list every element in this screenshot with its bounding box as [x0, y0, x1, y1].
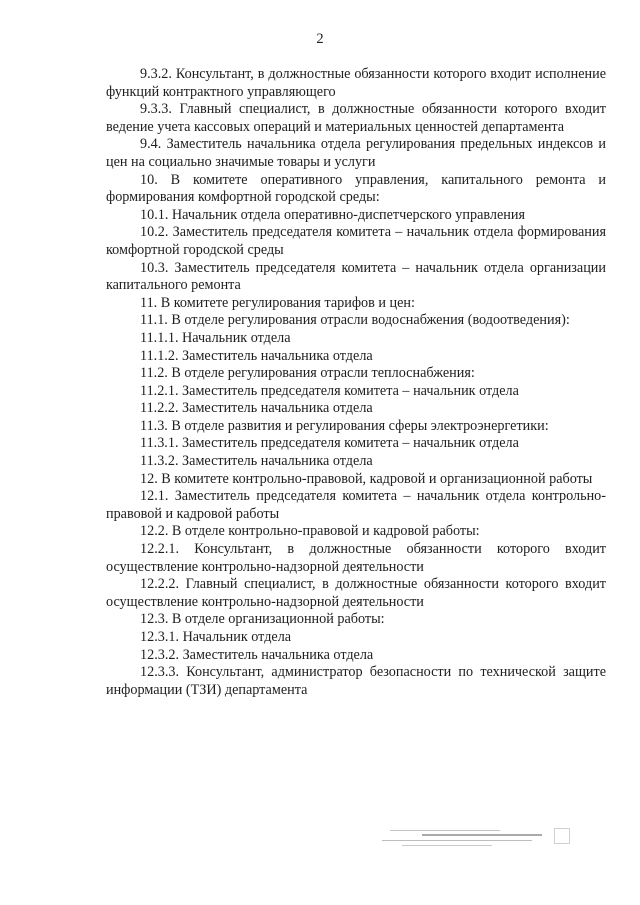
paragraph: 12.2.1. Консультант, в должностные обязанности которого входит осуществление контрольно-надзорной деятельности — [106, 541, 606, 575]
page-number: 2 — [316, 31, 324, 47]
paragraph: 12.3. В отделе организационной работы: — [140, 611, 385, 628]
paragraph: 9.3.2. Консультант, в должностные обязанности которого входит исполнение функций контрактного управляющего — [106, 66, 606, 100]
paragraph: 11.2.2. Заместитель начальника отдела — [140, 400, 373, 417]
paragraph: 11.1.2. Заместитель начальника отдела — [140, 347, 373, 364]
paragraph: 11.1.1. Начальник отдела — [140, 329, 291, 346]
document-body — [106, 66, 606, 699]
paragraph: 11.3.2. Заместитель начальника отдела — [140, 453, 373, 470]
paragraph: 11.2.1. Заместитель председателя комитета – начальник отдела — [140, 382, 519, 399]
faint-stamp-mark — [382, 824, 582, 858]
paragraph: 9.3.3. Главный специалист, в должностные обязанности которого входит ведение учета кассовых операций и материальных ценностей департамента — [106, 101, 606, 135]
paragraph: 11.3. В отделе развития и регулирования сферы электроэнергетики: — [140, 417, 549, 434]
paragraph: 12.2.2. Главный специалист, в должностные обязанности которого входит осуществление контрольно-надзорной деятельности — [106, 576, 606, 610]
paragraph: 10.1. Начальник отдела оперативно-диспетчерского управления — [140, 206, 525, 223]
paragraph: 11.2. В отделе регулирования отрасли теплоснабжения: — [140, 365, 475, 382]
paragraph: 10. В комитете оперативного управления, капитального ремонта и формирования комфортной городской среды: — [106, 171, 606, 206]
paragraph: 9.4. Заместитель начальника отдела регулирования предельных индексов и цен на социально значимые товары и услуги — [106, 136, 606, 170]
paragraph: 12.3.3. Консультант, администратор безопасности по технической защите информации (ТЗИ) департамента — [106, 664, 606, 698]
paragraph: 12.3.1. Начальник отдела — [140, 629, 292, 645]
paragraph: 12.3.2. Заместитель начальника отдела — [140, 646, 374, 663]
paragraph: 11.3.1. Заместитель председателя комитета – начальник отдела — [140, 435, 519, 452]
paragraph: 11. В комитете регулирования тарифов и цен: — [140, 294, 415, 311]
paragraph: 10.3. Заместитель председателя комитета – начальник отдела организации капитального ремонта — [106, 259, 606, 294]
paragraph: 12.1. Заместитель председателя комитета – начальник отдела контрольно-правовой и кадровой работы — [106, 488, 606, 522]
paragraph: 10.2. Заместитель председателя комитета – начальник отдела формирования комфортной городской среды — [106, 224, 606, 258]
paragraph: 11.1. В отделе регулирования отрасли водоснабжения (водоотведения): — [140, 312, 570, 329]
paragraph: 12. В комитете контрольно-правовой, кадровой и организационной работы — [140, 470, 593, 487]
paragraph: 12.2. В отделе контрольно-правовой и кадровой работы: — [140, 523, 480, 540]
